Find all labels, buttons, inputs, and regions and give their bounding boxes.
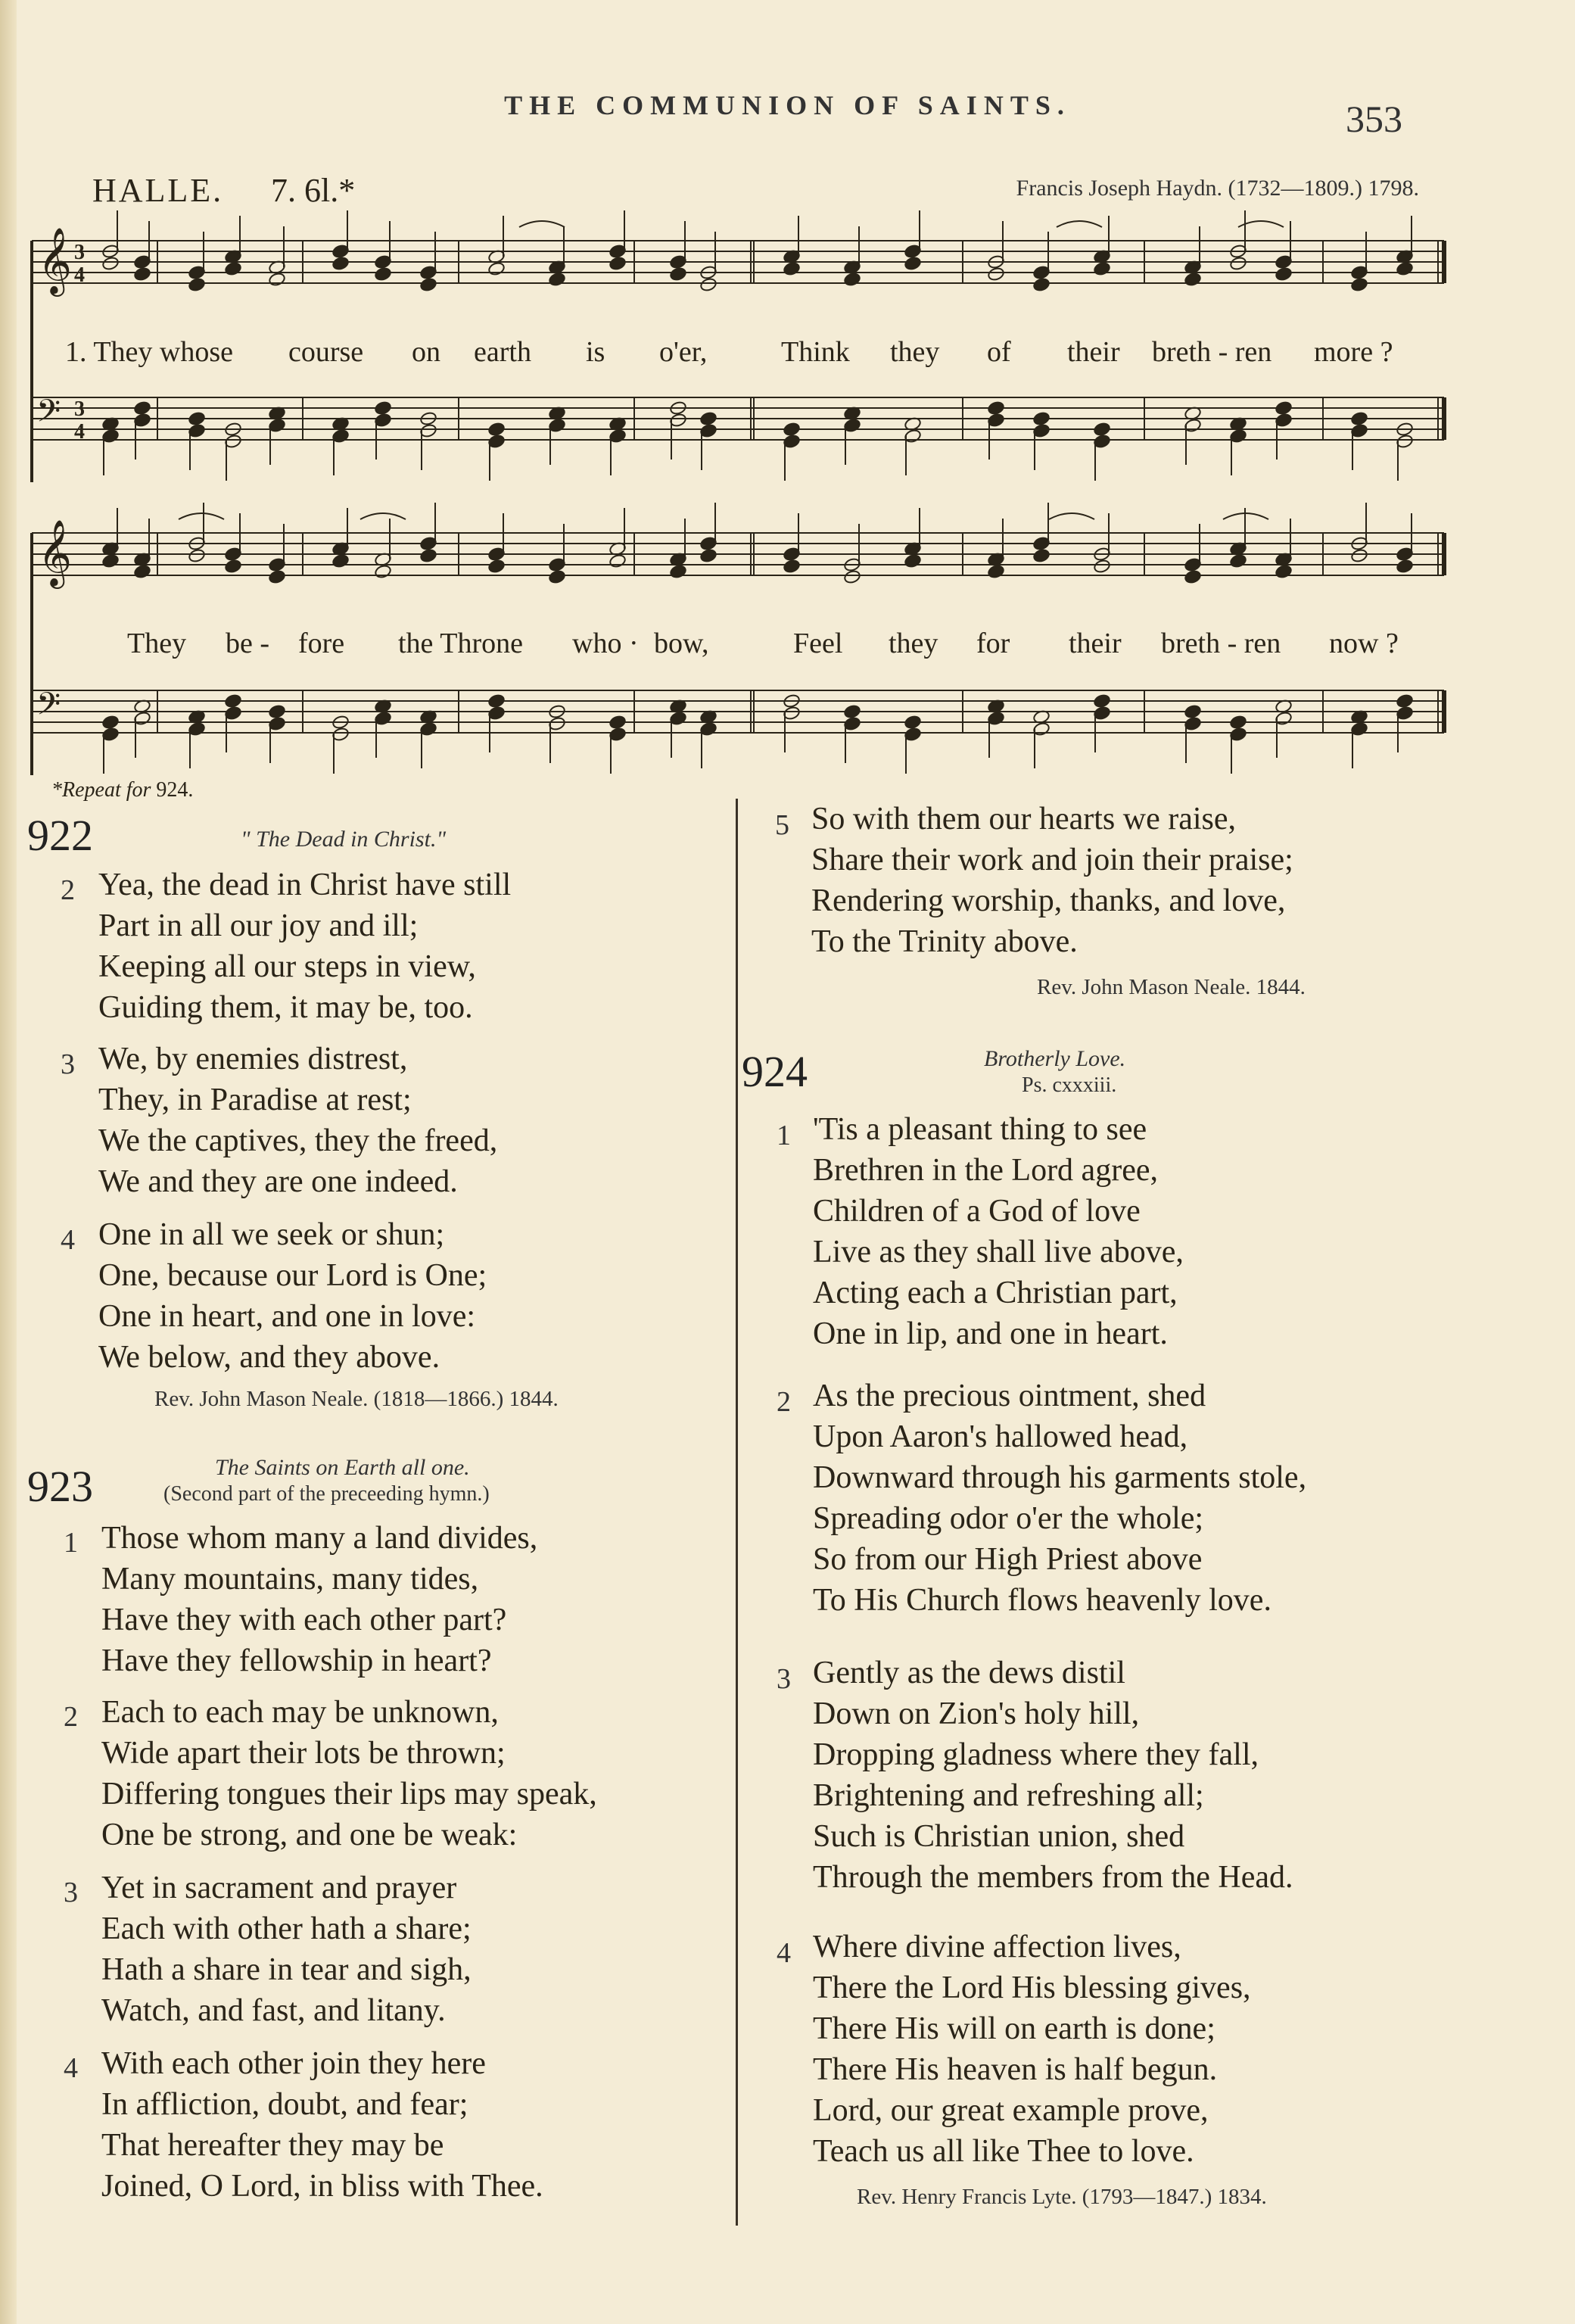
note-head bbox=[1032, 548, 1051, 563]
note-head bbox=[101, 715, 120, 730]
note-head bbox=[699, 548, 717, 563]
stanza-line: In affliction, doubt, and fear; bbox=[101, 2087, 468, 2122]
note-head bbox=[1350, 277, 1368, 292]
lyric-syllable: on bbox=[412, 336, 440, 368]
stanza-line: Many mountains, many tides, bbox=[101, 1562, 479, 1597]
stanza-line: Each with other hath a share; bbox=[101, 1911, 472, 1946]
stanza-line: Joined, O Lord, in bliss with Thee. bbox=[101, 2169, 543, 2204]
note-head bbox=[487, 422, 506, 437]
note-head bbox=[224, 693, 242, 709]
column-divider bbox=[736, 799, 738, 2226]
stanza-line: One be strong, and one be weak: bbox=[101, 1818, 518, 1852]
note-head bbox=[843, 272, 861, 287]
note-head bbox=[188, 277, 206, 292]
music-score bbox=[27, 0, 1465, 787]
note-head bbox=[101, 256, 120, 271]
stanza-line: To the Trinity above. bbox=[811, 924, 1078, 959]
stanza-line: Children of a God of love bbox=[813, 1194, 1141, 1229]
note-head bbox=[987, 564, 1005, 579]
note-head bbox=[268, 704, 286, 719]
stanza-line: Live as they shall live above, bbox=[813, 1235, 1184, 1269]
stanza-line: To His Church flows heavenly love. bbox=[813, 1583, 1272, 1618]
stanza-line: Such is Christian union, shed bbox=[813, 1819, 1185, 1854]
stanza-line: There His will on earth is done; bbox=[813, 2011, 1215, 2046]
note-head bbox=[1184, 569, 1202, 584]
note-head bbox=[904, 715, 922, 730]
time-signature: 3 bbox=[74, 241, 85, 264]
stanza-line: We below, and they above. bbox=[98, 1340, 440, 1375]
note-head bbox=[224, 559, 242, 574]
stanza-line: There His heaven is half begun. bbox=[813, 2052, 1218, 2087]
note-head bbox=[331, 256, 350, 271]
stanza-line: We, by enemies distrest, bbox=[98, 1042, 408, 1076]
stanza-line: Part in all our joy and ill; bbox=[98, 908, 419, 943]
note-head bbox=[1396, 693, 1414, 709]
note-head bbox=[1032, 411, 1051, 426]
lyric-syllable: They bbox=[127, 628, 187, 659]
stanza-line: Dropping gladness where they fall, bbox=[813, 1737, 1259, 1772]
note-head bbox=[1093, 422, 1111, 437]
hymn-subtitle: (Second part of the preceeding hymn.) bbox=[163, 1482, 490, 1506]
page-edge bbox=[0, 0, 17, 2324]
hymn-number: 924 bbox=[742, 1047, 808, 1096]
author-attribution: Rev. John Mason Neale. 1844. bbox=[1037, 975, 1306, 999]
lyric-syllable: they bbox=[890, 336, 940, 368]
note-head bbox=[1396, 261, 1414, 276]
lyrics-system-1 bbox=[27, 335, 1465, 373]
note-head bbox=[1229, 256, 1247, 271]
lyric-syllable: be - bbox=[226, 628, 270, 659]
author-attribution: Rev. John Mason Neale. (1818—1866.) 1844. bbox=[154, 1387, 559, 1411]
stanza-line: There the Lord His blessing gives, bbox=[813, 1970, 1251, 2005]
lyric-syllable: earth bbox=[474, 336, 531, 368]
stanza-line: They, in Paradise at rest; bbox=[98, 1083, 412, 1117]
stanza-line: So from our High Priest above bbox=[813, 1542, 1203, 1577]
stanza-line: Have they with each other part? bbox=[101, 1603, 507, 1637]
note-head bbox=[487, 261, 506, 276]
stanza-line: Share their work and join their praise; bbox=[811, 843, 1293, 877]
stanza-number: 5 bbox=[775, 809, 789, 841]
note-head bbox=[1093, 261, 1111, 276]
page-number: 353 bbox=[1346, 98, 1402, 140]
note-head bbox=[987, 266, 1005, 282]
stanza-line: We the captives, they the freed, bbox=[98, 1123, 498, 1158]
staff-notation bbox=[27, 0, 1465, 787]
stanza-number: 2 bbox=[777, 1386, 791, 1418]
note-head bbox=[783, 261, 801, 276]
note-head bbox=[843, 704, 861, 719]
note-head bbox=[1396, 559, 1414, 574]
lyric-syllable: their bbox=[1067, 336, 1120, 368]
slur bbox=[519, 221, 565, 227]
stanza-line: Upon Aaron's hallowed head, bbox=[813, 1419, 1188, 1454]
note-head bbox=[374, 400, 392, 416]
composer-credit: Francis Joseph Haydn. (1732—1809.) 1798. bbox=[1016, 176, 1419, 201]
stanza-line: With each other join they here bbox=[101, 2046, 486, 2081]
lyric-syllable: breth - ren bbox=[1161, 628, 1281, 659]
note-head bbox=[224, 261, 242, 276]
bass-clef: 𝄢 bbox=[36, 686, 61, 730]
note-head bbox=[419, 277, 437, 292]
stanza-line: One in lip, and one in heart. bbox=[813, 1316, 1168, 1351]
note-head bbox=[268, 272, 286, 287]
stanza-line: Lord, our great example prove, bbox=[813, 2093, 1209, 2128]
slur bbox=[1049, 513, 1094, 519]
lyric-syllable: is bbox=[586, 336, 605, 368]
lyric-syllable: Feel bbox=[793, 628, 843, 659]
stanza-line: Wide apart their lots be thrown; bbox=[101, 1736, 506, 1771]
stanza-line: 'Tis a pleasant thing to see bbox=[813, 1112, 1147, 1147]
lyric-syllable: 1. They whose bbox=[65, 336, 233, 368]
lyric-syllable: they bbox=[889, 628, 938, 659]
note-head bbox=[133, 564, 151, 579]
note-head bbox=[133, 266, 151, 282]
lyric-syllable: of bbox=[987, 336, 1011, 368]
note-head bbox=[188, 411, 206, 426]
stanza-line: We and they are one indeed. bbox=[98, 1164, 458, 1199]
stanza-line: Through the members from the Head. bbox=[813, 1860, 1293, 1895]
lyric-syllable: bow, bbox=[654, 628, 709, 659]
note-head bbox=[548, 569, 566, 584]
footnote-label: *Repeat for bbox=[51, 778, 151, 802]
stanza-number: 4 bbox=[64, 2052, 78, 2084]
note-head bbox=[904, 553, 922, 569]
note-head bbox=[101, 553, 120, 569]
lyric-syllable: breth - ren bbox=[1152, 336, 1272, 368]
stanza-line: Acting each a Christian part, bbox=[813, 1276, 1178, 1310]
stanza-line: Watch, and fast, and litany. bbox=[101, 1993, 446, 2028]
stanza-line: Rendering worship, thanks, and love, bbox=[811, 883, 1286, 918]
note-head bbox=[783, 559, 801, 574]
stanza-number: 2 bbox=[64, 1701, 78, 1733]
running-head: THE COMMUNION OF SAINTS. bbox=[504, 90, 1071, 120]
footnote-ref: 924. bbox=[156, 778, 194, 802]
note-head bbox=[133, 400, 151, 416]
note-head bbox=[487, 559, 506, 574]
stanza-number: 3 bbox=[777, 1663, 791, 1695]
lyric-syllable: their bbox=[1069, 628, 1122, 659]
stanza-line: Hath a share in tear and sigh, bbox=[101, 1952, 472, 1987]
note-head bbox=[374, 266, 392, 282]
note-head bbox=[699, 277, 717, 292]
note-head bbox=[1350, 548, 1368, 563]
stanza-line: That hereafter they may be bbox=[101, 2128, 444, 2163]
note-head bbox=[904, 256, 922, 271]
lyric-syllable: course bbox=[288, 336, 364, 368]
stanza-number: 3 bbox=[64, 1877, 78, 1908]
treble-clef: 𝄞 bbox=[38, 519, 72, 586]
bass-clef: 𝄢 bbox=[36, 393, 61, 437]
note-head bbox=[1229, 715, 1247, 730]
stanza-line: Yet in sacrament and prayer bbox=[101, 1871, 457, 1905]
lyrics-system-2 bbox=[27, 627, 1465, 665]
stanza-line: Where divine affection lives, bbox=[813, 1930, 1181, 1964]
stanza-line: Brightening and refreshing all; bbox=[813, 1778, 1204, 1813]
stanza-line: Those whom many a land divides, bbox=[101, 1521, 538, 1556]
note-head bbox=[609, 256, 627, 271]
note-head bbox=[268, 569, 286, 584]
note-head bbox=[783, 422, 801, 437]
note-head bbox=[1229, 553, 1247, 569]
note-head bbox=[1184, 272, 1202, 287]
note-head bbox=[1032, 277, 1051, 292]
stanza-line: Down on Zion's holy hill, bbox=[813, 1696, 1140, 1731]
note-head bbox=[1275, 266, 1293, 282]
lyric-syllable: the Throne bbox=[398, 628, 523, 659]
stanza-line: So with them our hearts we raise, bbox=[811, 802, 1237, 836]
note-head bbox=[609, 553, 627, 569]
hymn-number: 922 bbox=[27, 811, 93, 860]
note-head bbox=[1350, 411, 1368, 426]
lyric-syllable: fore bbox=[298, 628, 345, 659]
lyric-syllable: Think bbox=[781, 336, 850, 368]
note-head bbox=[1275, 564, 1293, 579]
time-signature: 4 bbox=[74, 420, 85, 444]
stanza-line: Yea, the dead in Christ have still bbox=[98, 868, 512, 902]
stanza-line: Each to each may be unknown, bbox=[101, 1695, 499, 1730]
note-head bbox=[843, 569, 861, 584]
stanza-number: 3 bbox=[61, 1048, 75, 1080]
stanza-number: 4 bbox=[777, 1937, 791, 1969]
hymn-title: Brotherly Love. bbox=[984, 1046, 1126, 1071]
stanza-line: Brethren in the Lord agree, bbox=[813, 1153, 1158, 1188]
lyric-syllable: now ? bbox=[1329, 628, 1399, 659]
slur bbox=[179, 513, 224, 519]
tune-name: HALLE. bbox=[92, 172, 224, 209]
repeat-footnote bbox=[51, 778, 193, 802]
note-head bbox=[374, 564, 392, 579]
time-signature: 4 bbox=[74, 263, 85, 287]
note-head bbox=[1093, 559, 1111, 574]
stanza-line: Differing tongues their lips may speak, bbox=[101, 1777, 597, 1812]
treble-clef: 𝄞 bbox=[38, 226, 72, 294]
stanza-line: Guiding them, it may be, too. bbox=[98, 990, 473, 1025]
note-head bbox=[699, 411, 717, 426]
stanza-line: Gently as the dews distil bbox=[813, 1656, 1125, 1690]
note-head bbox=[609, 715, 627, 730]
stanza-line: Keeping all our steps in view, bbox=[98, 949, 476, 984]
note-head bbox=[669, 564, 687, 579]
stanza-line: One, because our Lord is One; bbox=[98, 1258, 487, 1293]
tune-meter: 7. 6l.* bbox=[271, 172, 356, 209]
stanza-line: Have they fellowship in heart? bbox=[101, 1643, 492, 1678]
note-head bbox=[331, 553, 350, 569]
note-head bbox=[188, 548, 206, 563]
hymn-title: " The Dead in Christ." bbox=[241, 827, 447, 852]
stanza-number: 1 bbox=[64, 1527, 78, 1559]
time-signature: 3 bbox=[74, 397, 85, 421]
author-attribution: Rev. Henry Francis Lyte. (1793—1847.) 1834. bbox=[857, 2185, 1267, 2209]
lyric-syllable: for bbox=[976, 628, 1010, 659]
hymn-subtitle: Ps. cxxxiii. bbox=[1022, 1073, 1117, 1097]
note-head bbox=[419, 548, 437, 563]
note-head bbox=[1275, 400, 1293, 416]
stanza-line: Teach us all like Thee to love. bbox=[813, 2134, 1194, 2169]
note-head bbox=[987, 400, 1005, 416]
stanza-number: 4 bbox=[61, 1224, 75, 1256]
slur bbox=[360, 513, 406, 519]
lyric-syllable: more ? bbox=[1314, 336, 1393, 368]
stanza-line: Downward through his garments stole, bbox=[813, 1460, 1307, 1495]
stanza-line: One in all we seek or shun; bbox=[98, 1217, 445, 1252]
stanza-line: Spreading odor o'er the whole; bbox=[813, 1501, 1204, 1536]
hymn-number: 923 bbox=[27, 1462, 93, 1511]
hymn-title: The Saints on Earth all one. bbox=[215, 1455, 470, 1480]
lyric-syllable: o'er, bbox=[659, 336, 708, 368]
slur bbox=[1057, 221, 1102, 227]
stanza-line: One in heart, and one in love: bbox=[98, 1299, 476, 1334]
note-head bbox=[487, 693, 506, 709]
stanza-line: As the precious ointment, shed bbox=[813, 1379, 1206, 1413]
note-head bbox=[548, 272, 566, 287]
stanza-number: 2 bbox=[61, 874, 75, 906]
note-head bbox=[1093, 693, 1111, 709]
stanza-number: 1 bbox=[777, 1120, 791, 1151]
note-head bbox=[1184, 704, 1202, 719]
note-head bbox=[669, 266, 687, 282]
lyric-syllable: who · bbox=[572, 628, 639, 659]
